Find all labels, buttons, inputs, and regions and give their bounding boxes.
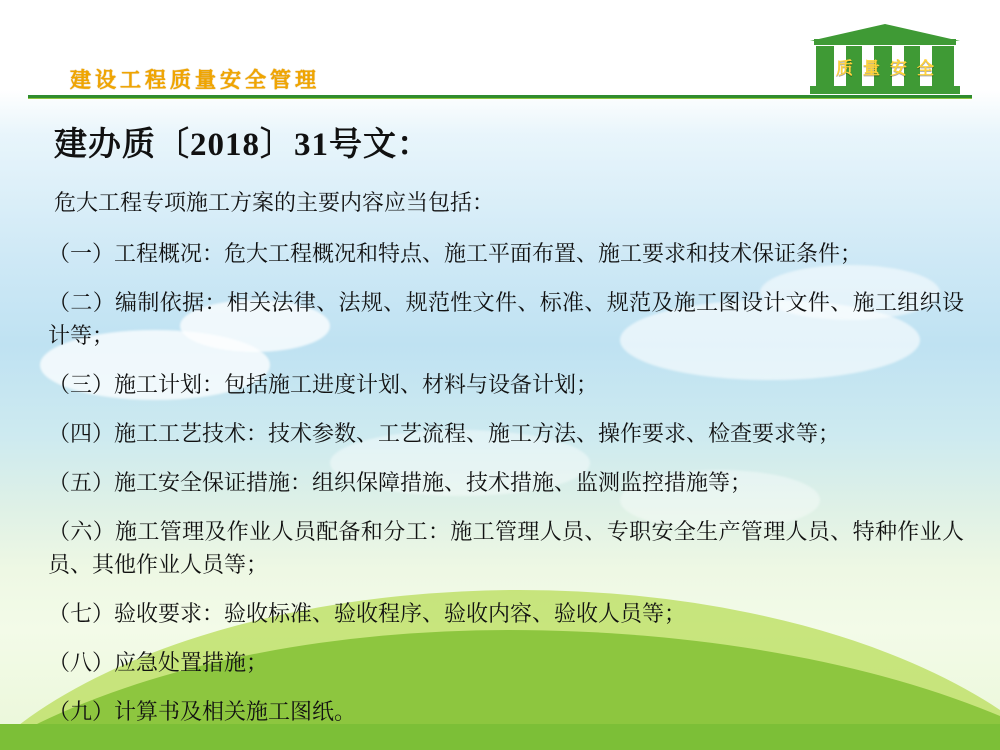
logo-base-shape: [810, 86, 960, 94]
list-item: （四）施工工艺技术：技术参数、工艺流程、施工方法、操作要求、检查要求等；: [48, 420, 841, 446]
list-item: （一）工程概况：危大工程概况和特点、施工平面布置、施工要求和技术保证条件；: [48, 240, 863, 266]
temple-columns-icon: [810, 24, 960, 96]
list-item: （二）编制依据：相关法律、法规、规范性文件、标准、规范及施工图设计文件、施工组织设计等；: [48, 289, 964, 348]
list-item: （七）验收要求：验收标准、验收程序、验收内容、验收人员等；: [48, 600, 687, 626]
list-item: （六）施工管理及作业人员配备和分工：施工管理人员、专职安全生产管理人员、特种作业人员、其他作业人员等；: [48, 518, 964, 577]
slide-content: [48, 118, 964, 728]
list-item: （九）计算书及相关施工图纸。: [48, 698, 357, 724]
header-title: 建设工程质量安全管理: [70, 69, 320, 92]
list-item: （三）施工计划：包括施工进度计划、材料与设备计划；: [48, 371, 599, 397]
lead-paragraph: 危大工程专项施工方案的主要内容应当包括：: [54, 190, 495, 215]
page-title: 建办质〔2018〕31号文：: [54, 127, 431, 163]
slide-header: [0, 0, 1000, 104]
logo-text: 质量安全: [836, 59, 944, 78]
list-item: （八）应急处置措施；: [48, 649, 269, 675]
logo-architrave-shape: [814, 39, 956, 45]
bottom-green-strip: [0, 724, 1000, 750]
list-item: （五）施工安全保证措施：组织保障措施、技术措施、监测监控措施等；: [48, 469, 753, 495]
